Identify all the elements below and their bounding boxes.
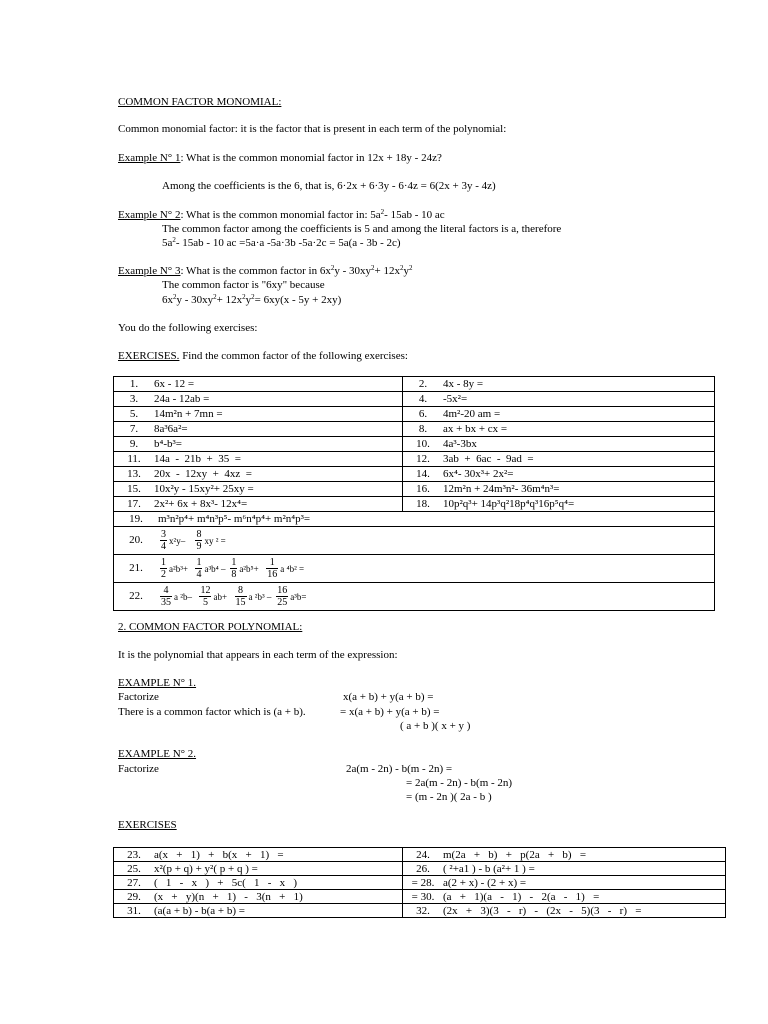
example2-line1: The common factor among the coefficients is 5 and among the literal factors is a, therefore	[162, 223, 562, 235]
example1-label: Example N° 1	[118, 152, 181, 164]
table-row	[114, 392, 715, 407]
example1-question: : What is the common monomial factor in 12x + 18y - 24z?	[180, 152, 442, 164]
example3-label: Example N° 3	[118, 265, 181, 277]
s2-example1-label: EXAMPLE N° 1.	[118, 677, 197, 689]
section2-title: 2. COMMON FACTOR POLYNOMIAL:	[118, 621, 303, 633]
exercise-number: 9.	[129, 438, 139, 450]
exercise-expression: 3ab + 6ac - 9ad =	[443, 453, 534, 465]
table-cell	[114, 497, 403, 512]
exercise-expression: 14a - 21b + 35 =	[154, 453, 241, 465]
s2-example2-expr: 2a(m - 2n) - b(m - 2n) =	[346, 763, 453, 775]
exercise-number: 23.	[127, 848, 141, 861]
exercises-heading: EXERCISES. Find the common factor of the following exercises:	[118, 350, 408, 362]
exercise-expression: 2x²+ 6x + 8x³- 12x⁴=	[154, 498, 248, 510]
exercises-table-1	[113, 376, 715, 611]
exercise-expression: 14m²n + 7mn =	[154, 408, 223, 420]
exercise-number: 25.	[127, 862, 141, 875]
table-row	[114, 482, 715, 497]
table-cell	[403, 392, 715, 407]
exercise-number: 31.	[127, 904, 141, 917]
exercise-number: 26.	[416, 862, 430, 875]
s2-example1-expr: x(a + b) + y(a + b) =	[343, 691, 434, 703]
table-row: 19. m³n²p⁴+ m⁴n³p⁵- m⁶n⁴p⁴+ m²n⁴p³=	[114, 512, 715, 527]
s2-example2-step2: = (m - 2n )( 2a - b )	[406, 791, 492, 803]
exercise-expression: 6x - 12 =	[154, 378, 195, 390]
table-cell	[403, 862, 726, 876]
table-cell	[403, 876, 726, 890]
exercise-expression: b⁴-b³=	[154, 438, 182, 450]
exercise-number: 15.	[127, 483, 141, 495]
exercise-expression: 6x⁴- 30x³+ 2x²=	[443, 468, 514, 480]
table-row: 21. $\frac{1}{2}$ a²b³+ $\frac{1}{4}$ a³b⁴ – $\frac{1}{8}$ a²b⁵+ $\frac{1}{16}$ a ⁴b² =	[114, 555, 715, 583]
table-cell	[403, 848, 726, 862]
table-cell	[403, 377, 715, 392]
exercise-number: 6.	[418, 408, 428, 420]
table-cell	[403, 452, 715, 467]
s2-example2-step1: = 2a(m - 2n) - b(m - 2n)	[406, 777, 513, 789]
exercise-expression: a(2 + x) - (2 + x) =	[443, 876, 527, 889]
table-cell	[403, 890, 726, 904]
exercise-number: 8.	[418, 423, 428, 435]
exercise-number: 14.	[416, 468, 430, 480]
example2-question-a: : What is the common monomial factor in: 5a	[180, 209, 381, 221]
table-cell	[114, 377, 403, 392]
table-row	[114, 497, 715, 512]
table-row: 20. $\frac{3}{4}$ x²y– $\frac{8}{9}$ xy ² =	[114, 527, 715, 555]
exercise-expression: ax + bx + cx =	[443, 423, 508, 435]
table-row	[114, 862, 726, 876]
example2: Example N° 2: What is the common monomial factor in: $5a^2-$ 15ab - 10 ac	[118, 208, 445, 221]
table-row	[114, 467, 715, 482]
exercise-expression: 12m²n + 24m³n²- 36m⁴n³=	[443, 483, 560, 495]
table-cell	[114, 467, 403, 482]
table-cell	[403, 407, 715, 422]
exercise-number: 24.	[416, 848, 430, 861]
table-row	[114, 876, 726, 890]
section1-definition: Common monomial factor: it is the factor that is present in each term of the polynomial:	[118, 123, 507, 135]
you-do-text: You do the following exercises:	[118, 322, 258, 334]
table-cell	[114, 437, 403, 452]
table-cell	[114, 392, 403, 407]
table-row	[114, 452, 715, 467]
exercise-expression: 4x - 8y =	[443, 378, 484, 390]
table-cell	[114, 862, 403, 876]
exercise-number: 4.	[418, 393, 428, 405]
table-cell	[403, 904, 726, 918]
example3: Example N° 3: What is the common factor in $6x^2y - 30xy^2+ 12x^2y^2$	[118, 264, 413, 277]
table-row	[114, 848, 726, 862]
exercise-expression: 24a - 12ab =	[154, 393, 210, 405]
exercise-number: 16.	[416, 483, 430, 495]
exercise-number: 27.	[127, 876, 141, 889]
exercise-expression: (2x + 3)(3 - r) - (2x - 5)(3 - r) =	[443, 904, 642, 917]
s2-example1-step2: ( a + b )( x + y )	[400, 720, 471, 732]
exercise-number: 3.	[129, 393, 139, 405]
s2-example1-text: There is a common factor which is (a + b).	[118, 706, 306, 718]
exercise-number: 12.	[416, 453, 430, 465]
exercise-expression: (a + 1)(a - 1) - 2(a - 1) =	[443, 890, 600, 903]
exercise-expression: 4a³-3bx	[443, 438, 477, 450]
section2-definition: It is the polynomial that appears in each term of the expression:	[118, 649, 398, 661]
example1-answer: Among the coefficients is the 6, that is, 6·2x + 6·3y - 6·4z = 6(2x + 3y - 4z)	[162, 180, 496, 192]
table-row	[114, 890, 726, 904]
s2-example2-factorize: Factorize	[118, 763, 159, 775]
table-cell	[114, 904, 403, 918]
table-cell	[114, 452, 403, 467]
example3-line1: The common factor is "6xy" because	[162, 279, 325, 291]
example1	[118, 152, 442, 165]
table-row	[114, 437, 715, 452]
table-row	[114, 377, 715, 392]
s2-exercises-label: EXERCISES	[118, 819, 177, 831]
table-cell	[403, 497, 715, 512]
exercises-table-2	[113, 847, 726, 918]
exercise-expression: ( ²+a1 ) - b (a²+ 1 ) =	[443, 862, 535, 875]
exercise-number: 11.	[127, 453, 141, 465]
table-row	[114, 904, 726, 918]
table-cell	[403, 422, 715, 437]
exercise-expression: (x + y)(n + 1) - 3(n + 1)	[154, 890, 303, 903]
example2-line2: $5a^2-$ 15ab - 10 ac =5a·a -5a·3b -5a·2c = 5a(a - 3b - 2c)	[162, 236, 401, 249]
exercise-number: 13.	[127, 468, 141, 480]
table-cell	[114, 407, 403, 422]
exercise-expression: 10p²q³+ 14p³q²18p⁴q³16p⁵q⁴=	[443, 498, 575, 510]
table-row	[114, 407, 715, 422]
table-cell	[403, 467, 715, 482]
exercise-number: 10.	[416, 438, 430, 450]
table-cell	[114, 422, 403, 437]
section1-title: COMMON FACTOR MONOMIAL:	[118, 96, 282, 108]
exercise-expression: m(2a + b) + p(2a + b) =	[443, 848, 587, 861]
example2-question-b: - 15ab - 10 ac	[384, 209, 445, 221]
exercise-number: 32.	[416, 904, 430, 917]
example2-label: Example N° 2	[118, 209, 181, 221]
exercise-expression: 10x²y - 15xy²+ 25xy =	[154, 483, 254, 495]
table-cell	[114, 890, 403, 904]
s2-example1-step1: = x(a + b) + y(a + b) =	[340, 706, 440, 718]
table-cell	[114, 848, 403, 862]
exercise-19: m³n²p⁴+ m⁴n³p⁵- m⁶n⁴p⁴+ m²n⁴p³=	[158, 513, 311, 525]
table-cell	[114, 876, 403, 890]
exercise-expression: 8a³6a²=	[154, 423, 188, 435]
exercise-expression: 4m²-20 am =	[443, 408, 501, 420]
s2-example2-label: EXAMPLE N° 2.	[118, 748, 197, 760]
table-row	[114, 422, 715, 437]
exercise-number: 2.	[418, 378, 428, 390]
exercise-number: = 30.	[411, 890, 435, 903]
exercise-expression: -5x²=	[443, 393, 468, 405]
table-cell	[403, 482, 715, 497]
exercise-number: 17.	[127, 498, 141, 510]
table-cell	[114, 482, 403, 497]
exercise-number: = 28.	[411, 876, 435, 889]
exercise-expression: 20x - 12xy + 4xz =	[154, 468, 252, 480]
exercise-number: 29.	[127, 890, 141, 903]
exercise-number: 1.	[129, 378, 139, 390]
exercise-expression: a(x + 1) + b(x + 1) =	[154, 848, 284, 861]
exercise-number: 18.	[416, 498, 430, 510]
exercise-number: 5.	[129, 408, 139, 420]
table-row: 22. $\frac{4}{35}$ a ²b– $\frac{12}{5}$ ab+ $\frac{8}{15}$ a ²b³ – $\frac{16}{25}$ a³b=	[114, 583, 715, 611]
exercise-expression: x²(p + q) + y²( p + q ) =	[154, 862, 258, 875]
example3-line2: $6x^2y - 30xy^2+ 12x^2y^2= 6xy(x - 5y + 2xy)$	[162, 293, 342, 306]
exercise-expression: ( 1 - x ) + 5c( 1 - x )	[154, 876, 298, 889]
s2-example1-factorize: Factorize	[118, 691, 159, 703]
table-cell	[403, 437, 715, 452]
exercise-expression: (a(a + b) - b(a + b) =	[154, 904, 245, 917]
exercise-number: 7.	[129, 423, 139, 435]
